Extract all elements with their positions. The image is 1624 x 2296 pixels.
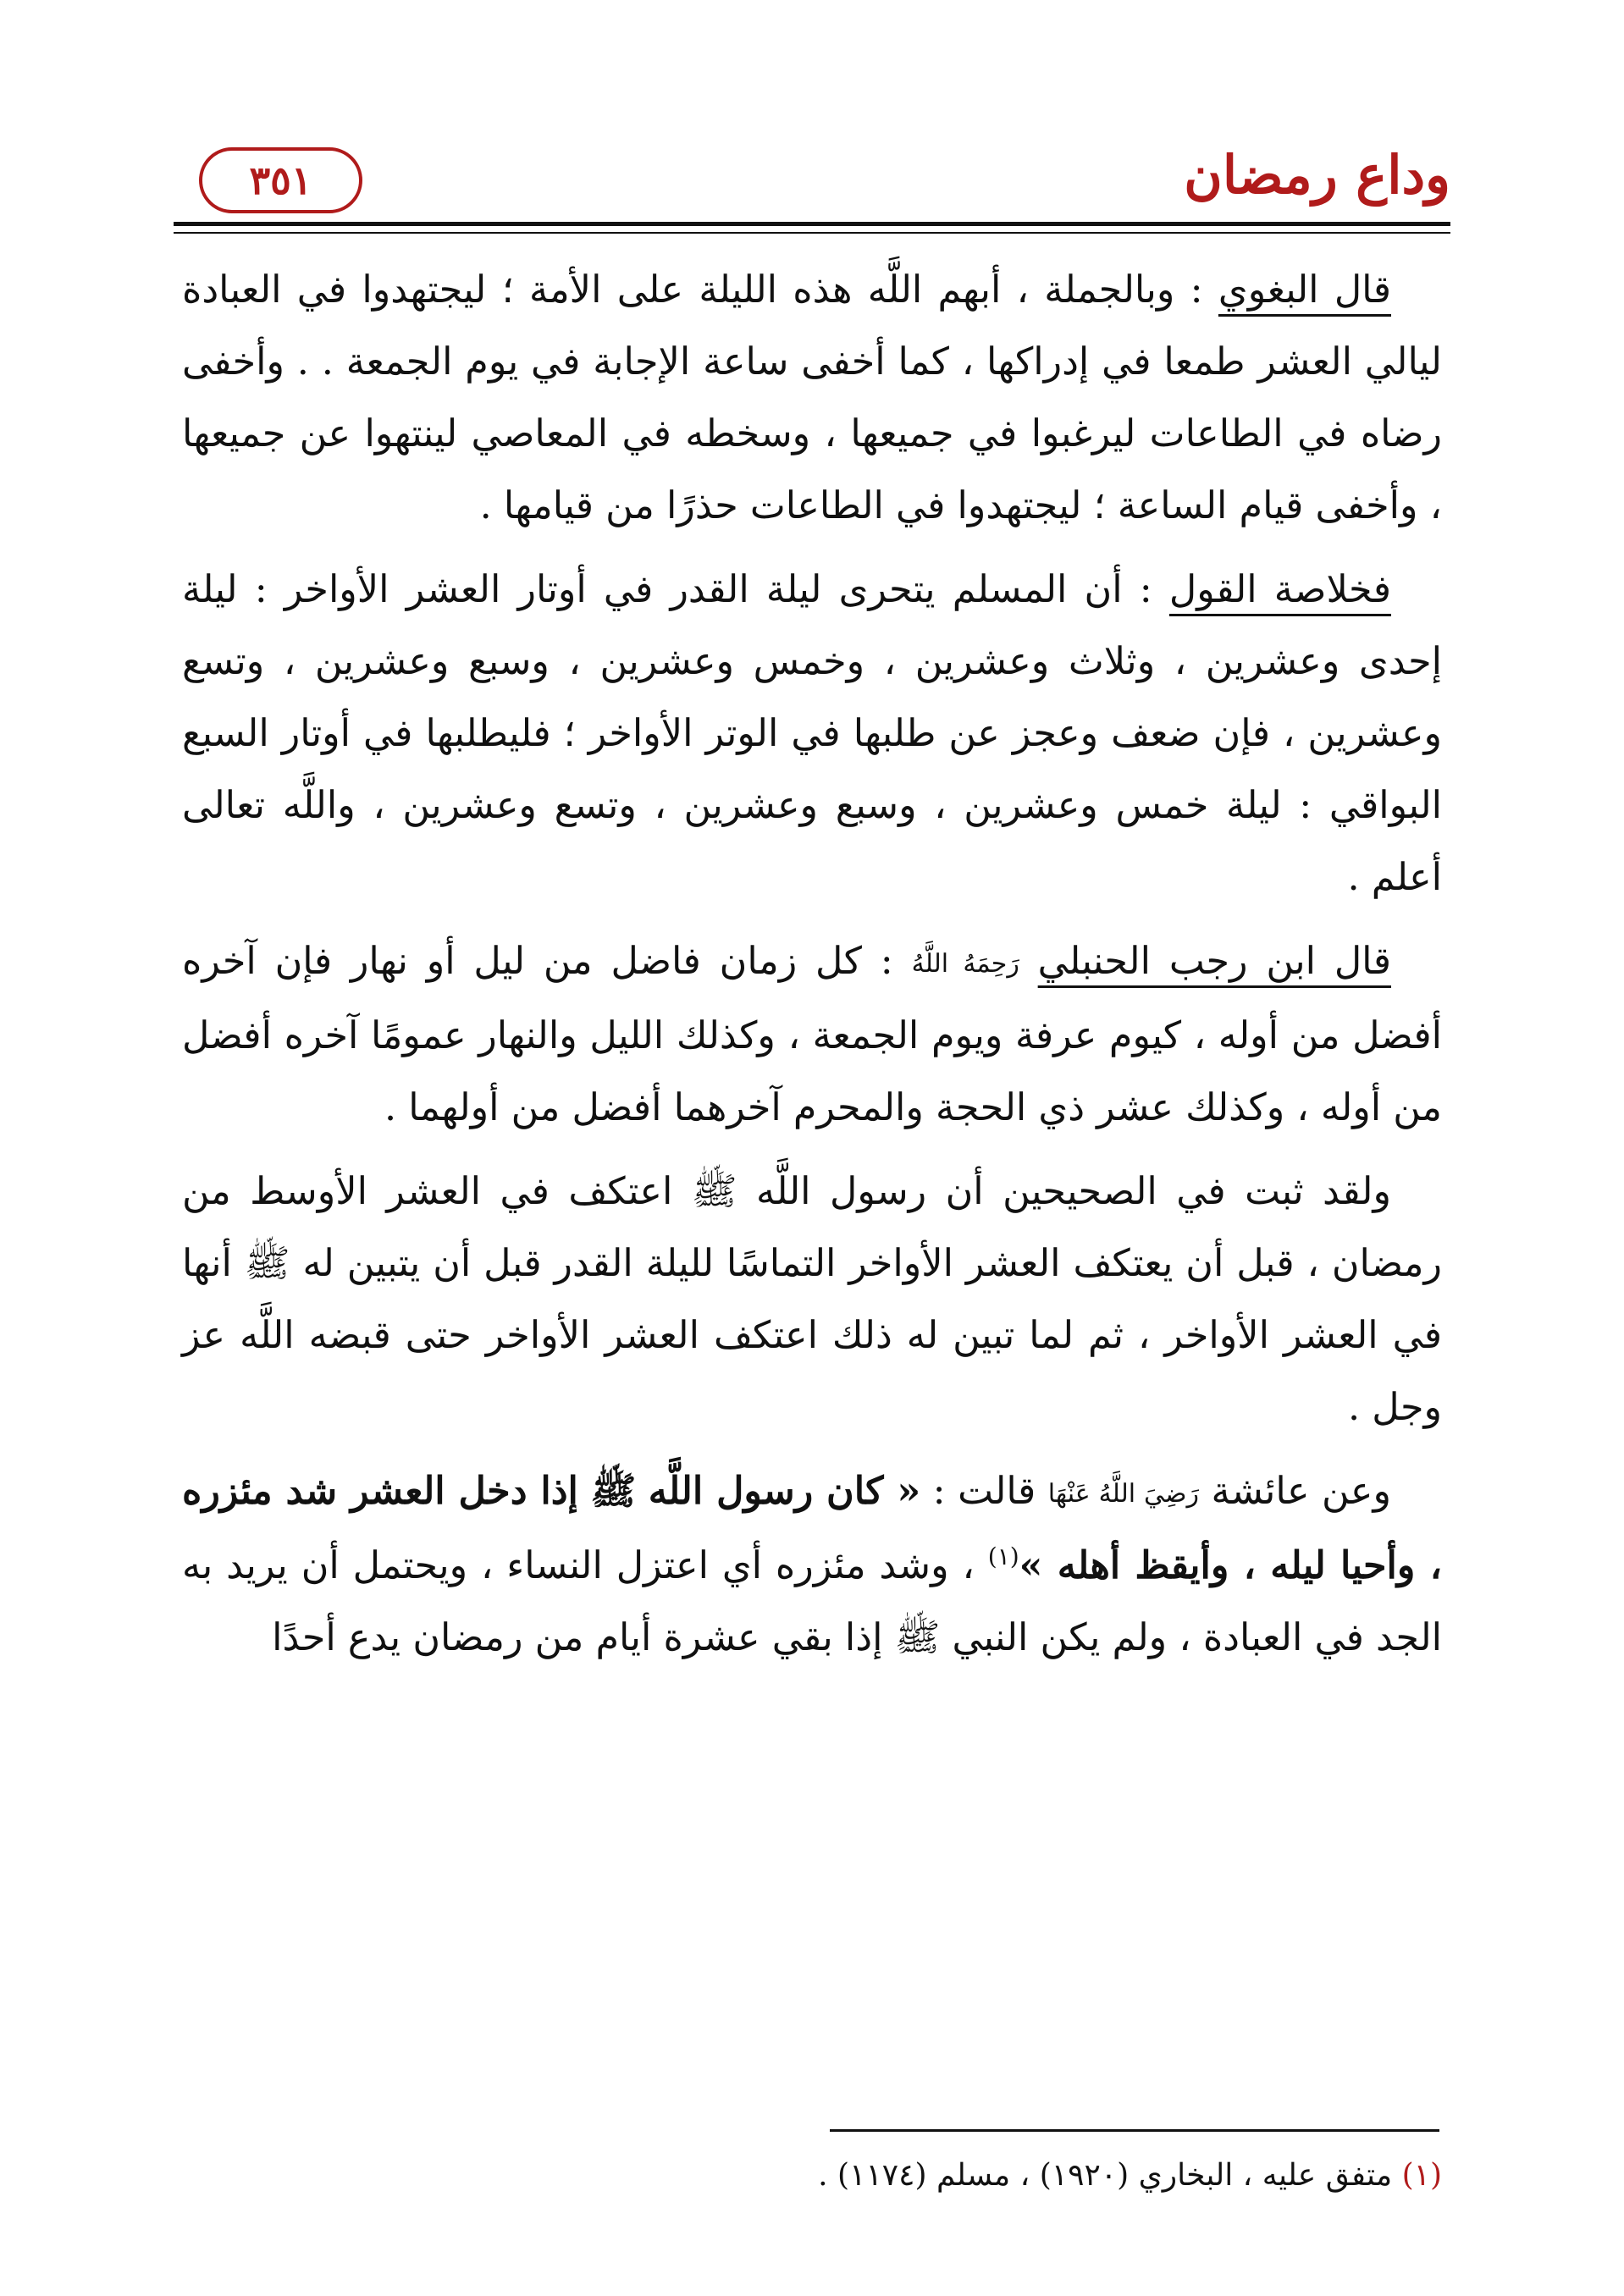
paragraph-itikaf [182, 1156, 1442, 1443]
paragraph-text: : أن المسلم يتحرى ليلة القدر في أوتار العشر الأواخر : ليلة إحدى وعشرين ، وثلاث وعشرين ، وخمس وعشرين ، وسبع وعشرين ، وتسع وعشرين ، فإن ضعف وعجز عن طلبها في الوتر الأواخر ؛ فليطلبها في أوتار السبع البواقي : ليلة خمس وعشرين ، وسبع وعشرين ، وتسع وعشرين ، واللَّه تعالى أعلم . [182, 568, 1442, 899]
paragraph-ibn-rajab [182, 925, 1442, 1144]
paragraph-text: ولقد ثبت في الصحيحين أن رسول اللَّه [756, 1170, 1391, 1213]
paragraph-text: ، وشد مئزره أي اعتزل النساء ، ويحتمل أن يريد به الجد في العبادة ، ولم يكن النبي [182, 1544, 1442, 1659]
paragraph-text: اعتكف في العشر الأوسط من رمضان ، قبل أن يعتكف العشر الأواخر التماسًا لليلة القدر قبل أن يتبين له [182, 1170, 1442, 1285]
footnote-rule [830, 2129, 1439, 2132]
paragraph-text: وعن عائشة [1211, 1470, 1391, 1513]
page-number: ٣٥١ [199, 147, 362, 213]
paragraph-lead: فخلاصة القول [1168, 568, 1391, 611]
footnote-text: متفق عليه ، البخاري (١٩٢٠) ، مسلم (١١٧٤) . [818, 2158, 1393, 2193]
footnote-1 [182, 2150, 1442, 2201]
header-rule-thin [174, 232, 1450, 234]
paragraph-text: : وبالجملة ، أبهم اللَّه هذه الليلة على الأمة ؛ ليجتهدوا في العبادة ليالي العشر طمعا في إدراكها ، كما أخفى ساعة الإجابة في يوم الجمعة . . وأخفى رضاه في الطاعات ليرغبوا في جميعها ، وسخطه في المعاصي لينتهوا عن جميعها ، وأخفى قيام الساعة ؛ ليجتهدوا في الطاعات حذرًا من قيامها . [182, 268, 1442, 527]
paragraph-lead: قال ابن رجب الحنبلي [1037, 940, 1391, 983]
honorific-glyph: رَحِمَهُ اللَّهُ [911, 949, 1019, 979]
hadith-quote: إذا دخل العشر شد مئزره ، وأحيا ليله ، وأيقظ أهله » [182, 1469, 1443, 1587]
header-rule-thick [174, 222, 1450, 226]
footnote-reference[interactable]: (١) [987, 1543, 1019, 1571]
paragraph-text: : كل زمان فاضل من ليل أو نهار فإن آخره أفضل من أوله ، كيوم عرفة ويوم الجمعة ، وكذلك الليل والنهار عمومًا آخره أفضل من أوله ، وكذلك عشر ذي الحجة والمحرم آخرهما أفضل من أولهما . [182, 940, 1442, 1129]
hadith-quote: « كان رسول اللَّه [648, 1469, 921, 1513]
page-body [182, 254, 1442, 1686]
paragraph-summary [182, 554, 1442, 913]
footnote-number: (١) [1401, 2158, 1442, 2193]
paragraph-text: قالت : [932, 1470, 1036, 1513]
paragraph-text: إذا بقي عشرة أيام من رمضان يدع أحدًا [272, 1616, 883, 1659]
paragraph-baghawi [182, 254, 1442, 542]
salawat-glyph: ﷺ [244, 1242, 290, 1285]
salawat-glyph: ﷺ [691, 1170, 737, 1213]
salawat-glyph: ﷺ [590, 1469, 637, 1513]
honorific-glyph: رَضِيَ اللَّهُ عَنْهَا [1047, 1479, 1199, 1509]
salawat-glyph: ﷺ [894, 1616, 941, 1659]
paragraph-text: أنها في العشر الأواخر ، ثم لما تبين له ذلك اعتكف العشر الأواخر حتى قبضه اللَّه عز وجل . [182, 1242, 1442, 1429]
page-header [174, 127, 1450, 220]
paragraph-lead: قال البغوي [1218, 268, 1391, 312]
running-title: وداع رمضان [1184, 144, 1450, 206]
paragraph-aisha-hadith [182, 1455, 1442, 1674]
